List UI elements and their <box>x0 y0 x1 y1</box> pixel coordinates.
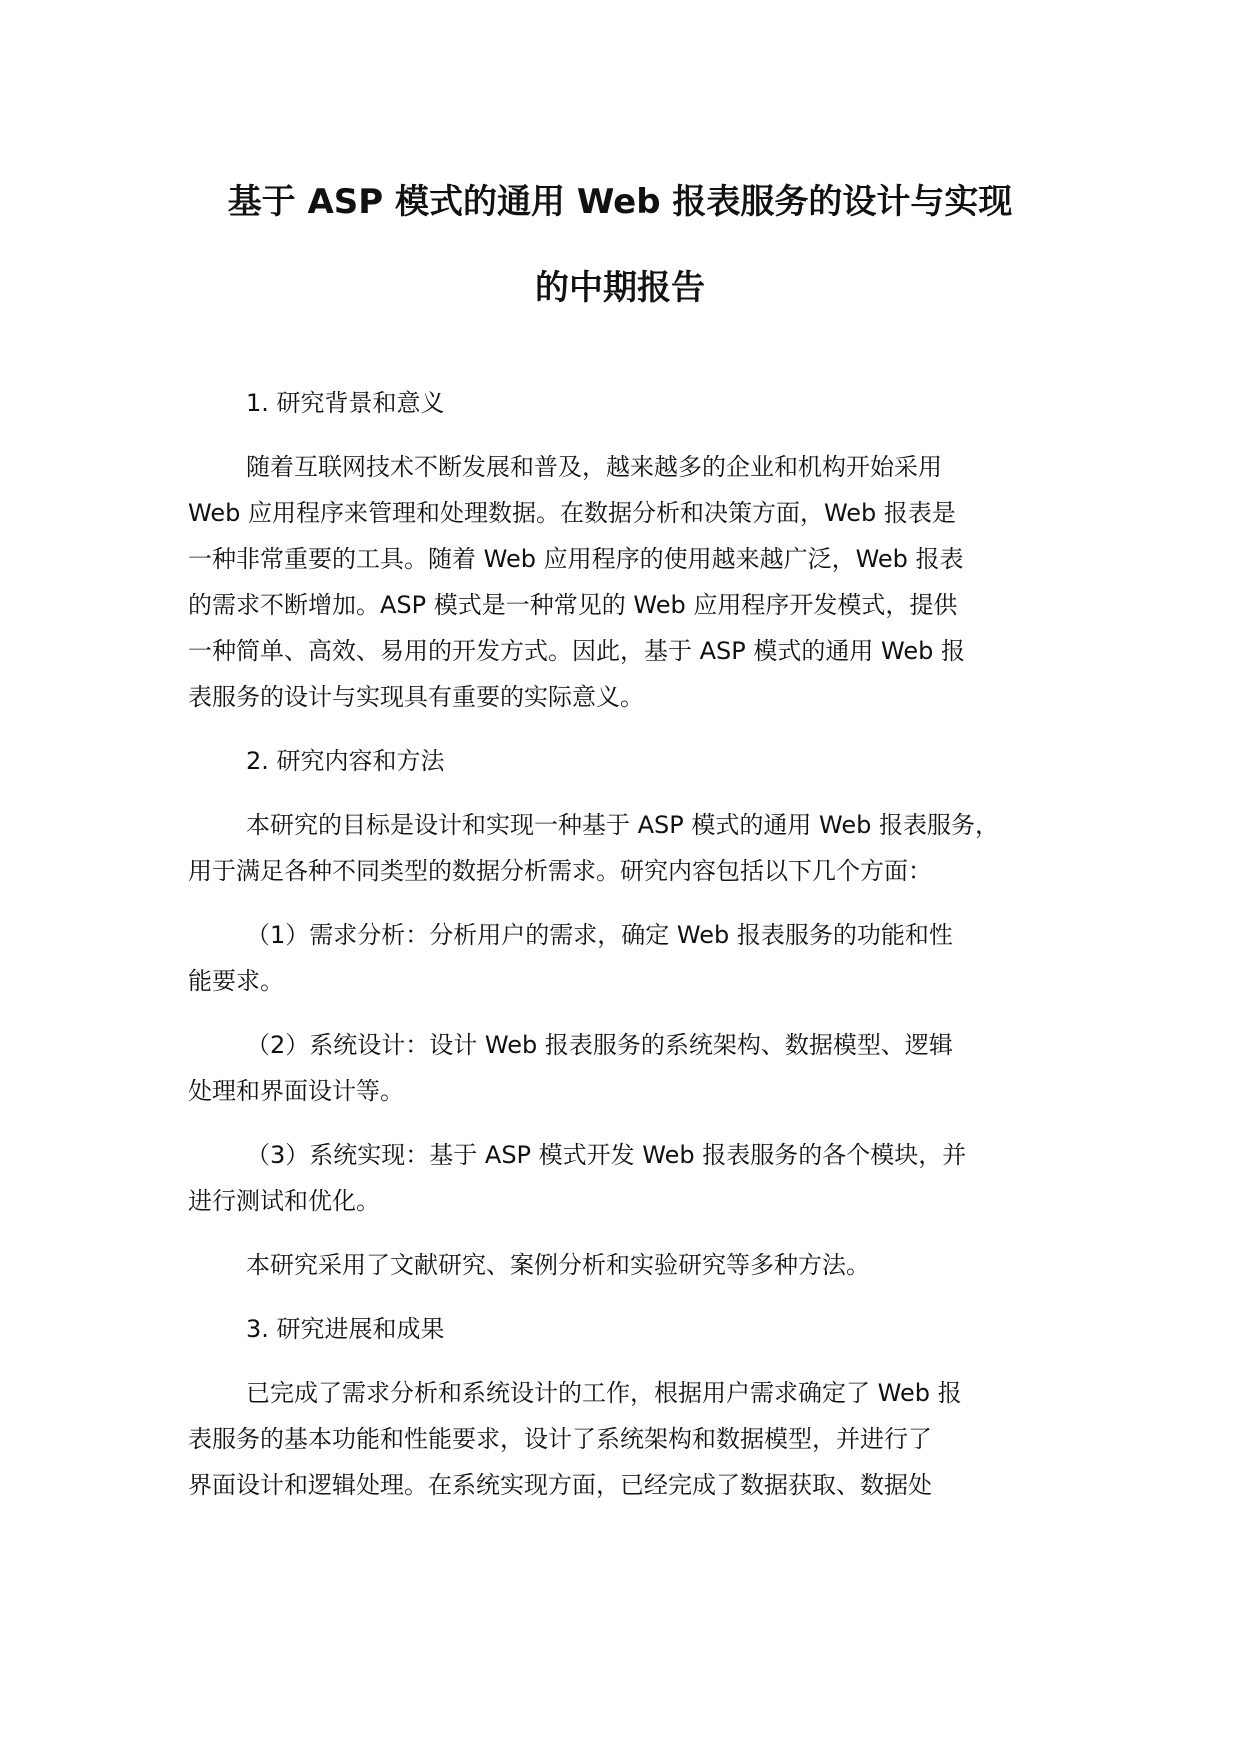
paragraph-line: 处理和界面设计等。 <box>188 1077 404 1105</box>
paragraph <box>188 1370 1048 1508</box>
paragraph <box>188 1132 1048 1224</box>
document-title-line-1: 基于 ASP 模式的通用 Web 报表服务的设计与实现 <box>227 182 1013 222</box>
paragraph <box>188 912 1048 1004</box>
paragraph-line: 已完成了需求分析和系统设计的工作，根据用户需求确定了 Web 报 <box>246 1379 962 1407</box>
paragraph <box>188 444 1048 720</box>
paragraph-line: （1）需求分析：分析用户的需求，确定 Web 报表服务的功能和性 <box>246 921 953 949</box>
paragraph-line: 能要求。 <box>188 967 284 995</box>
paragraph <box>188 1022 1048 1114</box>
paragraph-line: 用于满足各种不同类型的数据分析需求。研究内容包括以下几个方面： <box>188 857 932 885</box>
paragraph-line: 随着互联网技术不断发展和普及，越来越多的企业和机构开始采用 <box>246 453 942 481</box>
section-heading: 3. 研究进展和成果 <box>246 1315 445 1343</box>
paragraph <box>188 1242 1048 1288</box>
paragraph-line: 一种简单、高效、易用的开发方式。因此，基于 ASP 模式的通用 Web 报 <box>188 637 965 665</box>
section-heading: 1. 研究背景和意义 <box>246 389 445 417</box>
paragraph-line: （3）系统实现：基于 ASP 模式开发 Web 报表服务的各个模块，并 <box>246 1141 967 1169</box>
paragraph-line: 进行测试和优化。 <box>188 1187 380 1215</box>
paragraph-line: Web 应用程序来管理和处理数据。在数据分析和决策方面，Web 报表是 <box>188 499 956 527</box>
paragraph-line: 表服务的设计与实现具有重要的实际意义。 <box>188 683 644 711</box>
document-body <box>188 380 1048 1526</box>
paragraph-line: 本研究的目标是设计和实现一种基于 ASP 模式的通用 Web 报表服务， <box>246 811 999 839</box>
section-heading: 2. 研究内容和方法 <box>246 747 445 775</box>
paragraph-line: 表服务的基本功能和性能要求，设计了系统架构和数据模型，并进行了 <box>188 1425 932 1453</box>
paragraph-line: （2）系统设计：设计 Web 报表服务的系统架构、数据模型、逻辑 <box>246 1031 953 1059</box>
document-title-line-2: 的中期报告 <box>535 268 705 308</box>
paragraph-line: 界面设计和逻辑处理。在系统实现方面，已经完成了数据获取、数据处 <box>188 1471 932 1499</box>
paragraph-line: 本研究采用了文献研究、案例分析和实验研究等多种方法。 <box>246 1251 870 1279</box>
paragraph-line: 的需求不断增加。ASP 模式是一种常见的 Web 应用程序开发模式，提供 <box>188 591 958 619</box>
paragraph <box>188 802 1048 894</box>
paragraph-line: 一种非常重要的工具。随着 Web 应用程序的使用越来越广泛，Web 报表 <box>188 545 964 573</box>
